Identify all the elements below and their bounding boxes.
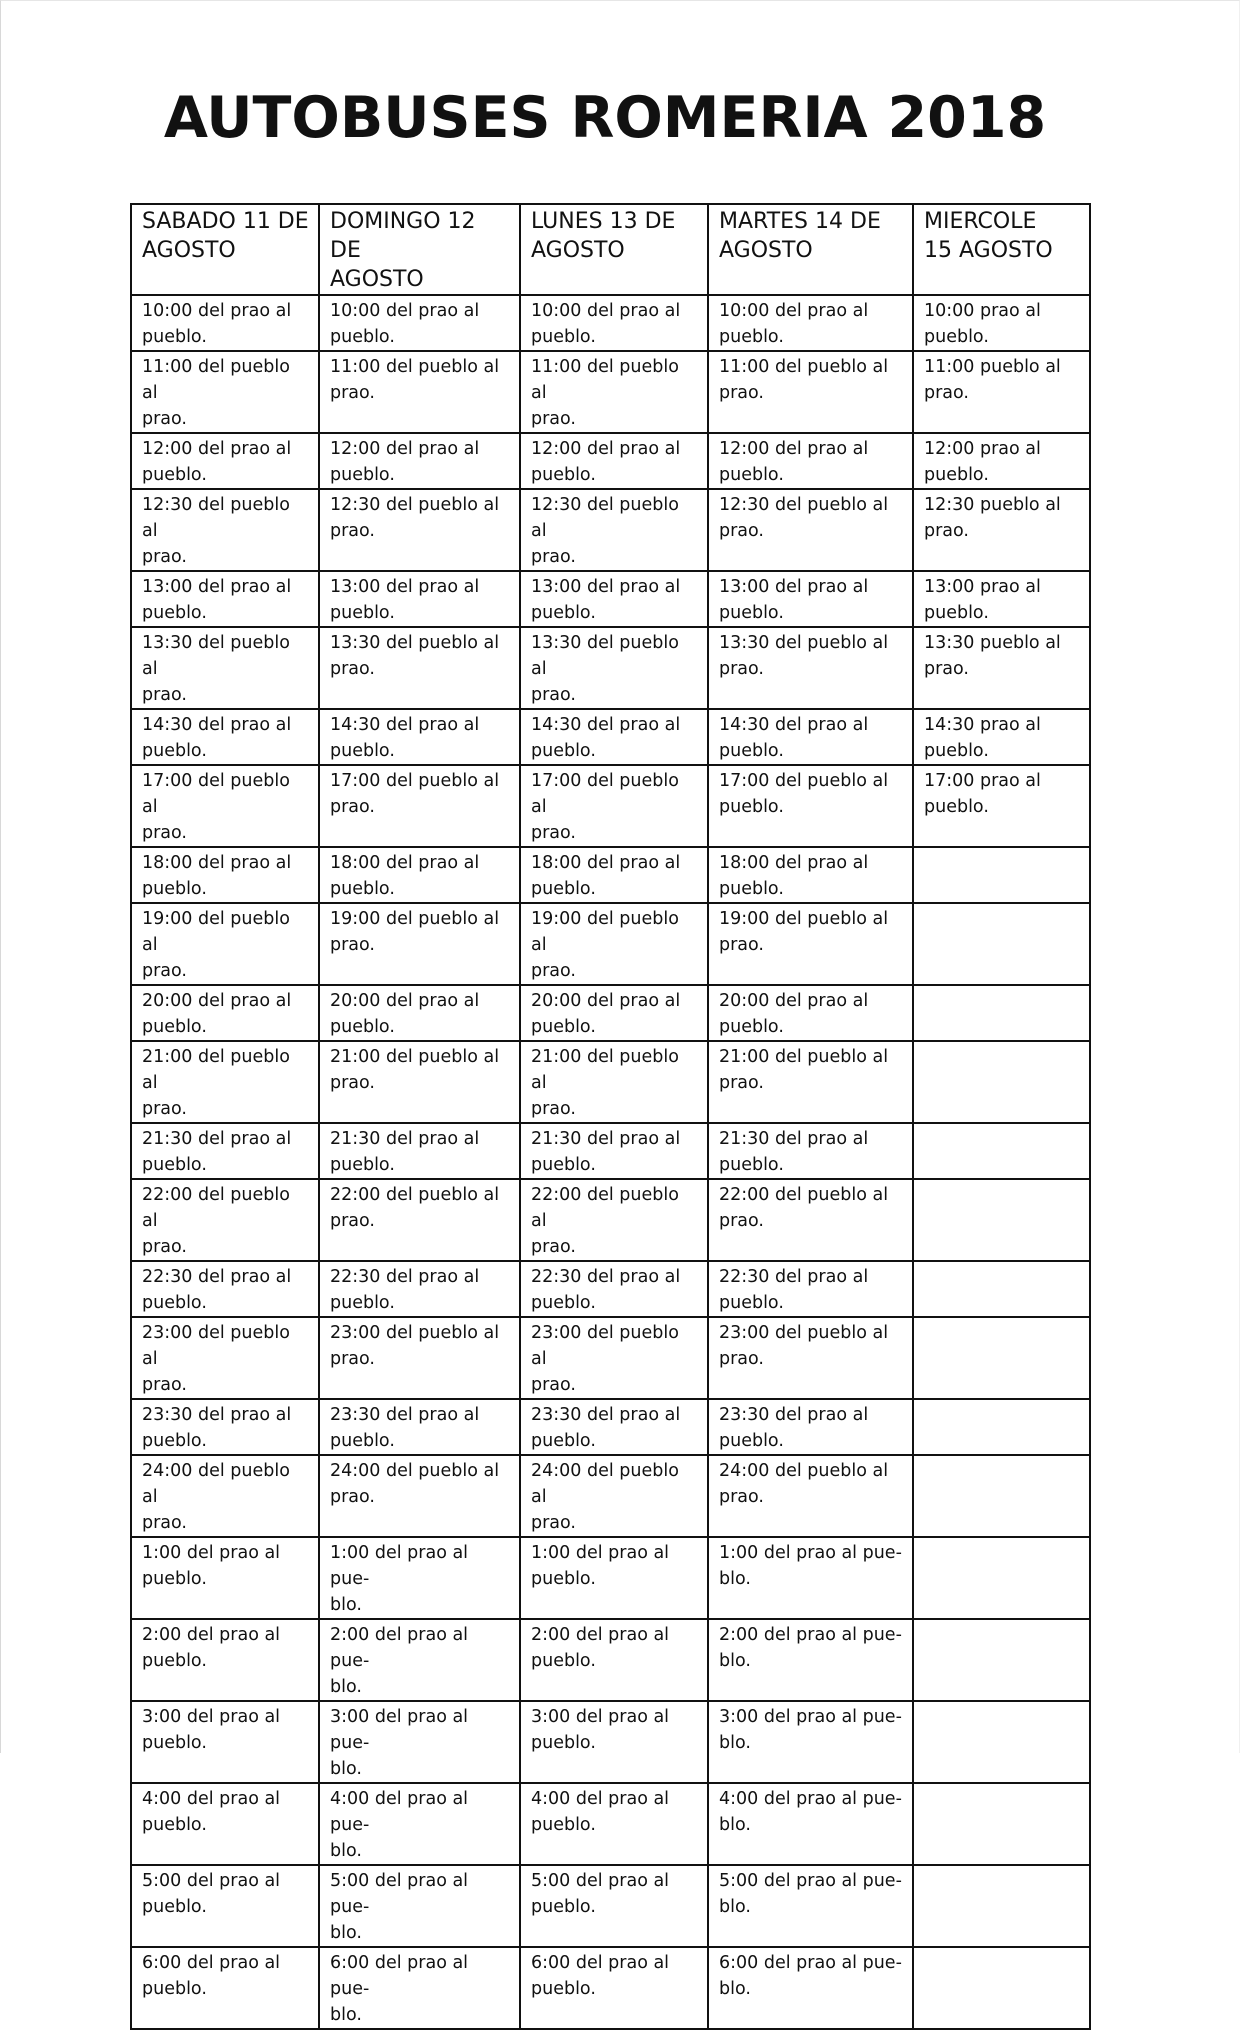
departure-text: 24:00 del pueblo al prao. [142,1461,290,1533]
departure-text: 1:00 del prao al pue- blo. [719,1543,902,1589]
table-row [131,765,1090,847]
schedule-cell-sunday [319,627,520,709]
schedule-cell-monday [520,1041,708,1123]
schedule-cell-tuesday [708,1537,913,1619]
table-row [131,433,1090,489]
schedule-cell-monday [520,1537,708,1619]
schedule-cell-saturday [131,1537,319,1619]
schedule-cell-saturday [131,1317,319,1399]
departure-text: 10:00 del prao al pueblo. [719,301,869,347]
departure-text: 21:30 del prao al pueblo. [719,1129,869,1175]
departure-text: 13:00 prao al pueblo. [924,577,1041,623]
schedule-cell-sunday [319,903,520,985]
schedule-cell-tuesday [708,903,913,985]
schedule-cell-tuesday [708,1261,913,1317]
schedule-cell-monday [520,1783,708,1865]
departure-text: 21:30 del prao al pueblo. [330,1129,480,1175]
schedule-cell-sunday [319,1701,520,1783]
departure-text: 19:00 del pueblo al prao. [142,909,290,981]
schedule-cell-monday [520,627,708,709]
departure-text: 13:30 pueblo al prao. [924,633,1061,679]
schedule-cell-tuesday [708,1865,913,1947]
departure-text: 6:00 del prao al pue- blo. [719,1953,902,1999]
schedule-cell-wednesday [913,489,1090,571]
departure-text: 23:30 del prao al pueblo. [719,1405,869,1451]
schedule-cell-sunday [319,709,520,765]
schedule-cell-saturday [131,1619,319,1701]
departure-text: 3:00 del prao al pueblo. [531,1707,670,1753]
schedule-cell-sunday [319,765,520,847]
schedule-cell-sunday [319,847,520,903]
schedule-cell-monday [520,571,708,627]
schedule-cell-monday [520,847,708,903]
table-row [131,1537,1090,1619]
departure-text: 11:00 del pueblo al prao. [719,357,889,403]
schedule-cell-sunday [319,433,520,489]
table-row [131,1317,1090,1399]
schedule-cell-monday [520,1399,708,1455]
departure-text: 3:00 del prao al pue- blo. [719,1707,902,1753]
header-cell-monday [520,204,708,295]
departure-text: 12:00 prao al pueblo. [924,439,1041,485]
schedule-cell-sunday [319,1865,520,1947]
departure-text: 22:00 del pueblo al prao. [142,1185,290,1257]
schedule-cell-saturday [131,1261,319,1317]
schedule-cell-saturday [131,1783,319,1865]
schedule-cell-saturday [131,903,319,985]
departure-text: 14:30 del prao al pueblo. [330,715,480,761]
schedule-cell-wednesday [913,765,1090,847]
departure-text: 12:00 del prao al pueblo. [719,439,869,485]
departure-text: 2:00 del prao al pue- blo. [330,1625,469,1697]
departure-text: 12:30 pueblo al prao. [924,495,1061,541]
departure-text: 11:00 pueblo al prao. [924,357,1061,403]
departure-text: 14:30 del prao al pueblo. [142,715,292,761]
departure-text: 4:00 del prao al pueblo. [142,1789,281,1835]
departure-text: 21:00 del pueblo al prao. [330,1047,500,1093]
schedule-cell-tuesday [708,709,913,765]
departure-text: 23:00 del pueblo al prao. [142,1323,290,1395]
departure-text: 3:00 del prao al pue- blo. [330,1707,469,1779]
departure-text: 2:00 del prao al pueblo. [142,1625,281,1671]
schedule-cell-wednesday [913,433,1090,489]
schedule-cell-saturday [131,985,319,1041]
table-row [131,1783,1090,1865]
table-row [131,903,1090,985]
schedule-cell-wednesday [913,1317,1090,1399]
departure-text: 12:30 del pueblo al prao. [142,495,290,567]
schedule-cell-sunday [319,1123,520,1179]
schedule-cell-tuesday [708,1317,913,1399]
header-label: LUNES 13 DE AGOSTO [531,209,676,263]
departure-text: 21:00 del pueblo al prao. [719,1047,889,1093]
departure-text: 14:30 prao al pueblo. [924,715,1041,761]
schedule-cell-sunday [319,295,520,351]
schedule-cell-saturday [131,627,319,709]
departure-text: 22:30 del prao al pueblo. [142,1267,292,1313]
schedule-cell-tuesday [708,1041,913,1123]
schedule-cell-saturday [131,1701,319,1783]
schedule-cell-wednesday [913,1865,1090,1947]
departure-text: 24:00 del pueblo al prao. [330,1461,500,1507]
schedule-cell-monday [520,1701,708,1783]
schedule-cell-tuesday [708,765,913,847]
schedule-cell-saturday [131,1865,319,1947]
schedule-cell-wednesday [913,1537,1090,1619]
schedule-cell-tuesday [708,847,913,903]
departure-text: 5:00 del prao al pue- blo. [330,1871,469,1943]
page-title: AUTOBUSES ROMERIA 2018 [163,85,1047,151]
table-row [131,1865,1090,1947]
schedule-cell-sunday [319,985,520,1041]
header-cell-tuesday [708,204,913,295]
departure-text: 17:00 del pueblo al prao. [142,771,290,843]
table-row [131,1701,1090,1783]
departure-text: 2:00 del prao al pue- blo. [719,1625,902,1671]
schedule-cell-tuesday [708,489,913,571]
header-label: SABADO 11 DE AGOSTO [142,209,309,263]
departure-text: 13:30 del pueblo al prao. [531,633,679,705]
schedule-cell-monday [520,765,708,847]
schedule-cell-sunday [319,1455,520,1537]
header-label: MARTES 14 DE AGOSTO [719,209,881,263]
departure-text: 12:00 del prao al pueblo. [330,439,480,485]
schedule-cell-sunday [319,1783,520,1865]
schedule-cell-wednesday [913,1261,1090,1317]
table-row [131,351,1090,433]
departure-text: 20:00 del prao al pueblo. [719,991,869,1037]
departure-text: 20:00 del prao al pueblo. [330,991,480,1037]
schedule-cell-tuesday [708,1455,913,1537]
schedule-cell-monday [520,1947,708,2029]
departure-text: 21:30 del prao al pueblo. [531,1129,681,1175]
departure-text: 14:30 del prao al pueblo. [531,715,681,761]
departure-text: 21:30 del prao al pueblo. [142,1129,292,1175]
departure-text: 10:00 del prao al pueblo. [330,301,480,347]
table-row [131,627,1090,709]
departure-text: 18:00 del prao al pueblo. [719,853,869,899]
departure-text: 13:00 del prao al pueblo. [531,577,681,623]
schedule-cell-monday [520,295,708,351]
schedule-cell-tuesday [708,1123,913,1179]
schedule-cell-sunday [319,1041,520,1123]
table-row [131,489,1090,571]
schedule-cell-sunday [319,571,520,627]
departure-text: 22:00 del pueblo al prao. [531,1185,679,1257]
departure-text: 6:00 del prao al pueblo. [142,1953,281,1999]
departure-text: 5:00 del prao al pue- blo. [719,1871,902,1917]
schedule-cell-saturday [131,1455,319,1537]
schedule-cell-wednesday [913,1783,1090,1865]
schedule-cell-wednesday [913,571,1090,627]
departure-text: 14:30 del prao al pueblo. [719,715,869,761]
schedule-cell-sunday [319,1317,520,1399]
table-row [131,709,1090,765]
departure-text: 22:00 del pueblo al prao. [719,1185,889,1231]
schedule-cell-monday [520,1865,708,1947]
schedule-cell-saturday [131,295,319,351]
departure-text: 19:00 del pueblo al prao. [330,909,500,955]
schedule-cell-monday [520,1123,708,1179]
departure-text: 24:00 del pueblo al prao. [531,1461,679,1533]
schedule-cell-monday [520,1179,708,1261]
departure-text: 5:00 del prao al pueblo. [531,1871,670,1917]
table-row [131,1947,1090,2029]
schedule-cell-monday [520,1455,708,1537]
schedule-cell-saturday [131,847,319,903]
departure-text: 21:00 del pueblo al prao. [142,1047,290,1119]
departure-text: 10:00 del prao al pueblo. [142,301,292,347]
schedule-cell-monday [520,351,708,433]
departure-text: 17:00 prao al pueblo. [924,771,1041,817]
schedule-cell-saturday [131,765,319,847]
table-row [131,571,1090,627]
schedule-cell-tuesday [708,1783,913,1865]
schedule-cell-sunday [319,1619,520,1701]
departure-text: 13:00 del prao al pueblo. [719,577,869,623]
schedule-cell-saturday [131,489,319,571]
departure-text: 23:00 del pueblo al prao. [531,1323,679,1395]
departure-text: 24:00 del pueblo al prao. [719,1461,889,1507]
departure-text: 17:00 del pueblo al prao. [531,771,679,843]
departure-text: 22:30 del prao al pueblo. [531,1267,681,1313]
departure-text: 23:30 del prao al pueblo. [330,1405,480,1451]
schedule-cell-tuesday [708,627,913,709]
schedule-cell-tuesday [708,1399,913,1455]
schedule-cell-monday [520,1619,708,1701]
departure-text: 17:00 del pueblo al prao. [330,771,500,817]
departure-text: 4:00 del prao al pue- blo. [719,1789,902,1835]
departure-text: 23:00 del pueblo al prao. [330,1323,500,1369]
departure-text: 12:30 del pueblo al prao. [531,495,679,567]
table-row [131,1179,1090,1261]
table-header [131,204,1090,295]
schedule-cell-sunday [319,1399,520,1455]
table-row [131,985,1090,1041]
schedule-cell-monday [520,489,708,571]
schedule-cell-sunday [319,1947,520,2029]
header-label: MIERCOLE 15 AGOSTO [924,209,1053,263]
departure-text: 3:00 del prao al pueblo. [142,1707,281,1753]
departure-text: 13:00 del prao al pueblo. [330,577,480,623]
schedule-cell-tuesday [708,571,913,627]
header-label: DOMINGO 12 DE AGOSTO [330,209,476,292]
departure-text: 18:00 del prao al pueblo. [330,853,480,899]
schedule-cell-wednesday [913,1619,1090,1701]
schedule-cell-monday [520,1261,708,1317]
departure-text: 5:00 del prao al pueblo. [142,1871,281,1917]
schedule-cell-wednesday [913,1399,1090,1455]
table-row [131,847,1090,903]
departure-text: 11:00 del pueblo al prao. [330,357,500,403]
schedule-cell-tuesday [708,1619,913,1701]
departure-text: 22:30 del prao al pueblo. [330,1267,480,1313]
schedule-cell-wednesday [913,295,1090,351]
table-row [131,1399,1090,1455]
schedule-cell-wednesday [913,1123,1090,1179]
schedule-cell-tuesday [708,295,913,351]
departure-text: 20:00 del prao al pueblo. [142,991,292,1037]
departure-text: 4:00 del prao al pue- blo. [330,1789,469,1861]
departure-text: 13:30 del pueblo al prao. [142,633,290,705]
schedule-cell-wednesday [913,1455,1090,1537]
schedule-cell-wednesday [913,985,1090,1041]
schedule-cell-wednesday [913,847,1090,903]
schedule-cell-sunday [319,1179,520,1261]
departure-text: 12:30 del pueblo al prao. [719,495,889,541]
departure-text: 10:00 del prao al pueblo. [531,301,681,347]
table-row [131,1455,1090,1537]
departure-text: 11:00 del pueblo al prao. [142,357,290,429]
departure-text: 13:30 del pueblo al prao. [330,633,500,679]
bus-schedule-table [130,203,1091,2030]
table-body [131,295,1090,2029]
schedule-cell-wednesday [913,627,1090,709]
schedule-cell-wednesday [913,1041,1090,1123]
table-row [131,295,1090,351]
departure-text: 23:30 del prao al pueblo. [142,1405,292,1451]
table-row [131,1619,1090,1701]
departure-text: 22:30 del prao al pueblo. [719,1267,869,1313]
departure-text: 1:00 del prao al pueblo. [142,1543,281,1589]
departure-text: 19:00 del pueblo al prao. [531,909,679,981]
schedule-cell-saturday [131,1041,319,1123]
schedule-cell-saturday [131,1947,319,2029]
schedule-cell-sunday [319,1261,520,1317]
schedule-cell-saturday [131,1123,319,1179]
departure-text: 1:00 del prao al pueblo. [531,1543,670,1589]
table-row [131,1041,1090,1123]
departure-text: 17:00 del pueblo al pueblo. [719,771,889,817]
departure-text: 12:00 del prao al pueblo. [142,439,292,485]
schedule-cell-wednesday [913,1701,1090,1783]
schedule-cell-saturday [131,709,319,765]
schedule-cell-wednesday [913,903,1090,985]
departure-text: 2:00 del prao al pueblo. [531,1625,670,1671]
schedule-cell-monday [520,903,708,985]
departure-text: 1:00 del prao al pue- blo. [330,1543,469,1615]
table-row [131,1123,1090,1179]
schedule-cell-saturday [131,351,319,433]
departure-text: 11:00 del pueblo al prao. [531,357,679,429]
schedule-cell-sunday [319,1537,520,1619]
schedule-cell-monday [520,709,708,765]
departure-text: 13:00 del prao al pueblo. [142,577,292,623]
header-cell-saturday [131,204,319,295]
schedule-cell-tuesday [708,985,913,1041]
schedule-cell-saturday [131,1179,319,1261]
schedule-cell-tuesday [708,433,913,489]
departure-text: 13:30 del pueblo al prao. [719,633,889,679]
departure-text: 4:00 del prao al pueblo. [531,1789,670,1835]
departure-text: 22:00 del pueblo al prao. [330,1185,500,1231]
schedule-cell-wednesday [913,1947,1090,2029]
departure-text: 6:00 del prao al pue- blo. [330,1953,469,2025]
schedule-cell-sunday [319,489,520,571]
schedule-cell-tuesday [708,351,913,433]
schedule-cell-tuesday [708,1701,913,1783]
schedule-cell-tuesday [708,1179,913,1261]
departure-text: 6:00 del prao al pueblo. [531,1953,670,1999]
schedule-cell-saturday [131,1399,319,1455]
schedule-cell-tuesday [708,1947,913,2029]
table-row [131,1261,1090,1317]
departure-text: 23:00 del pueblo al prao. [719,1323,889,1369]
departure-text: 18:00 del prao al pueblo. [142,853,292,899]
header-cell-sunday [319,204,520,295]
departure-text: 18:00 del prao al pueblo. [531,853,681,899]
departure-text: 19:00 del pueblo al prao. [719,909,889,955]
departure-text: 20:00 del prao al pueblo. [531,991,681,1037]
schedule-cell-monday [520,433,708,489]
schedule-cell-saturday [131,433,319,489]
departure-text: 10:00 prao al pueblo. [924,301,1041,347]
header-row [131,204,1090,295]
schedule-cell-sunday [319,351,520,433]
schedule-cell-monday [520,1317,708,1399]
schedule-cell-wednesday [913,1179,1090,1261]
schedule-cell-saturday [131,571,319,627]
schedule-cell-wednesday [913,351,1090,433]
schedule-cell-monday [520,985,708,1041]
departure-text: 12:30 del pueblo al prao. [330,495,500,541]
departure-text: 12:00 del prao al pueblo. [531,439,681,485]
schedule-cell-wednesday [913,709,1090,765]
departure-text: 21:00 del pueblo al prao. [531,1047,679,1119]
header-cell-wednesday [913,204,1090,295]
departure-text: 23:30 del prao al pueblo. [531,1405,681,1451]
